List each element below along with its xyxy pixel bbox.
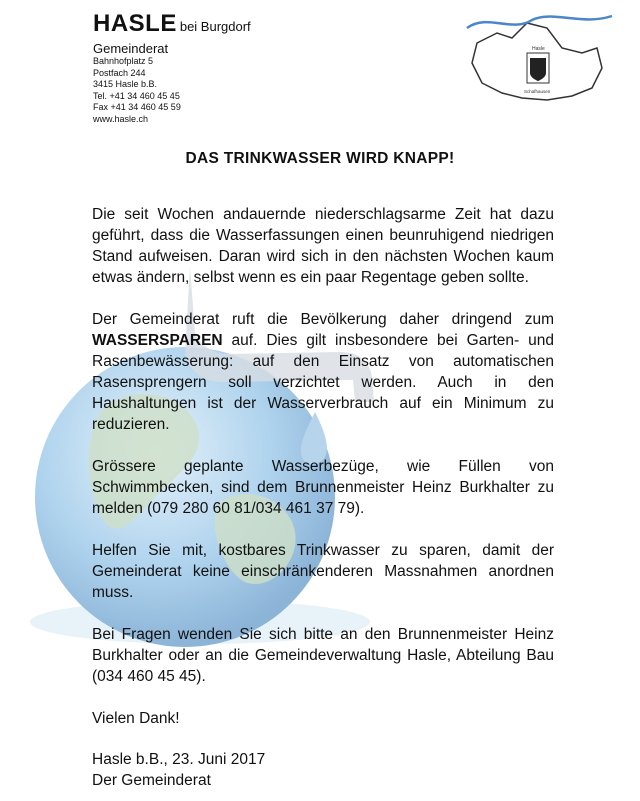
page-title: DAS TRINKWASSER WIRD KNAPP! xyxy=(185,150,455,167)
date-line: Hasle b.B., 23. Juni 2017 xyxy=(92,751,266,768)
paragraph-drought: Die seit Wochen andauernde niederschlagsarme Zeit hat dazu geführt, dass die Wasserfassungen einen beunruhigend niedrigen Stand aufweisen. Daran wird sich in den nächsten Wochen kaum etwas ändern, selbst wenn es ein paar Regentage geben sollte. xyxy=(92,206,554,286)
paragraph-large-usage: Grössere geplante Wasserbezüge, wie Füllen von Schwimmbecken, sind dem Brunnenmeister Heinz Burkhalter zu melden (079 280 60 81/034 461 37 79). xyxy=(92,458,554,517)
council-name: Gemeinderat xyxy=(93,41,169,56)
town-title: HASLE xyxy=(93,10,177,37)
website-line: www.hasle.ch xyxy=(93,113,149,124)
address-line: Bahnhofplatz 5 xyxy=(93,56,154,66)
letterhead xyxy=(93,10,251,125)
paragraph-help: Helfen Sie mit, kostbares Trinkwasser zu sparen, damit der Gemeinderat keine einschränkenderen Massnahmen anordnen muss. xyxy=(92,542,554,601)
logo-label-schafhausen: Schafhausen xyxy=(524,89,551,94)
fax-line: Fax +41 34 460 45 59 xyxy=(93,102,181,112)
logo-label-hasle: Hasle xyxy=(532,46,545,52)
address-block xyxy=(93,56,251,125)
phone-line: Tel. +41 34 460 45 45 xyxy=(93,90,180,101)
paragraph-appeal: Der Gemeinderat ruft die Bevölkerung daher dringend zum WASSERSPAREN auf. Dies gilt insbesondere bei Garten- und Rasenbewässerung: auf den Einsatz von automatischen Rasensprengern soll verzichtet werden. Auch in den Haushaltungen ist der Wasserverbrauch auf ein Minimum zu reduzieren. xyxy=(92,311,554,433)
letter-body xyxy=(92,204,554,750)
paragraph-questions: Bei Fragen wenden Sie sich bitte an den Brunnenmeister Heinz Burkhalter oder an die Gemeindeverwaltung Hasle, Abteilung Bau (034 460 45 45). xyxy=(92,626,554,685)
address-line: 3415 Hasle b.B. xyxy=(93,79,158,89)
town-suffix: bei Burgdorf xyxy=(179,19,251,34)
signature-block xyxy=(92,749,265,791)
town-name xyxy=(93,10,251,38)
shield-icon xyxy=(530,58,546,81)
emphasis-wassersparen: WASSERSPAREN xyxy=(92,332,223,349)
signer-line: Der Gemeinderat xyxy=(92,772,211,789)
municipality-logo xyxy=(452,8,617,108)
paragraph-thanks: Vielen Dank! xyxy=(92,710,180,727)
address-line: Postfach 244 xyxy=(93,67,146,78)
